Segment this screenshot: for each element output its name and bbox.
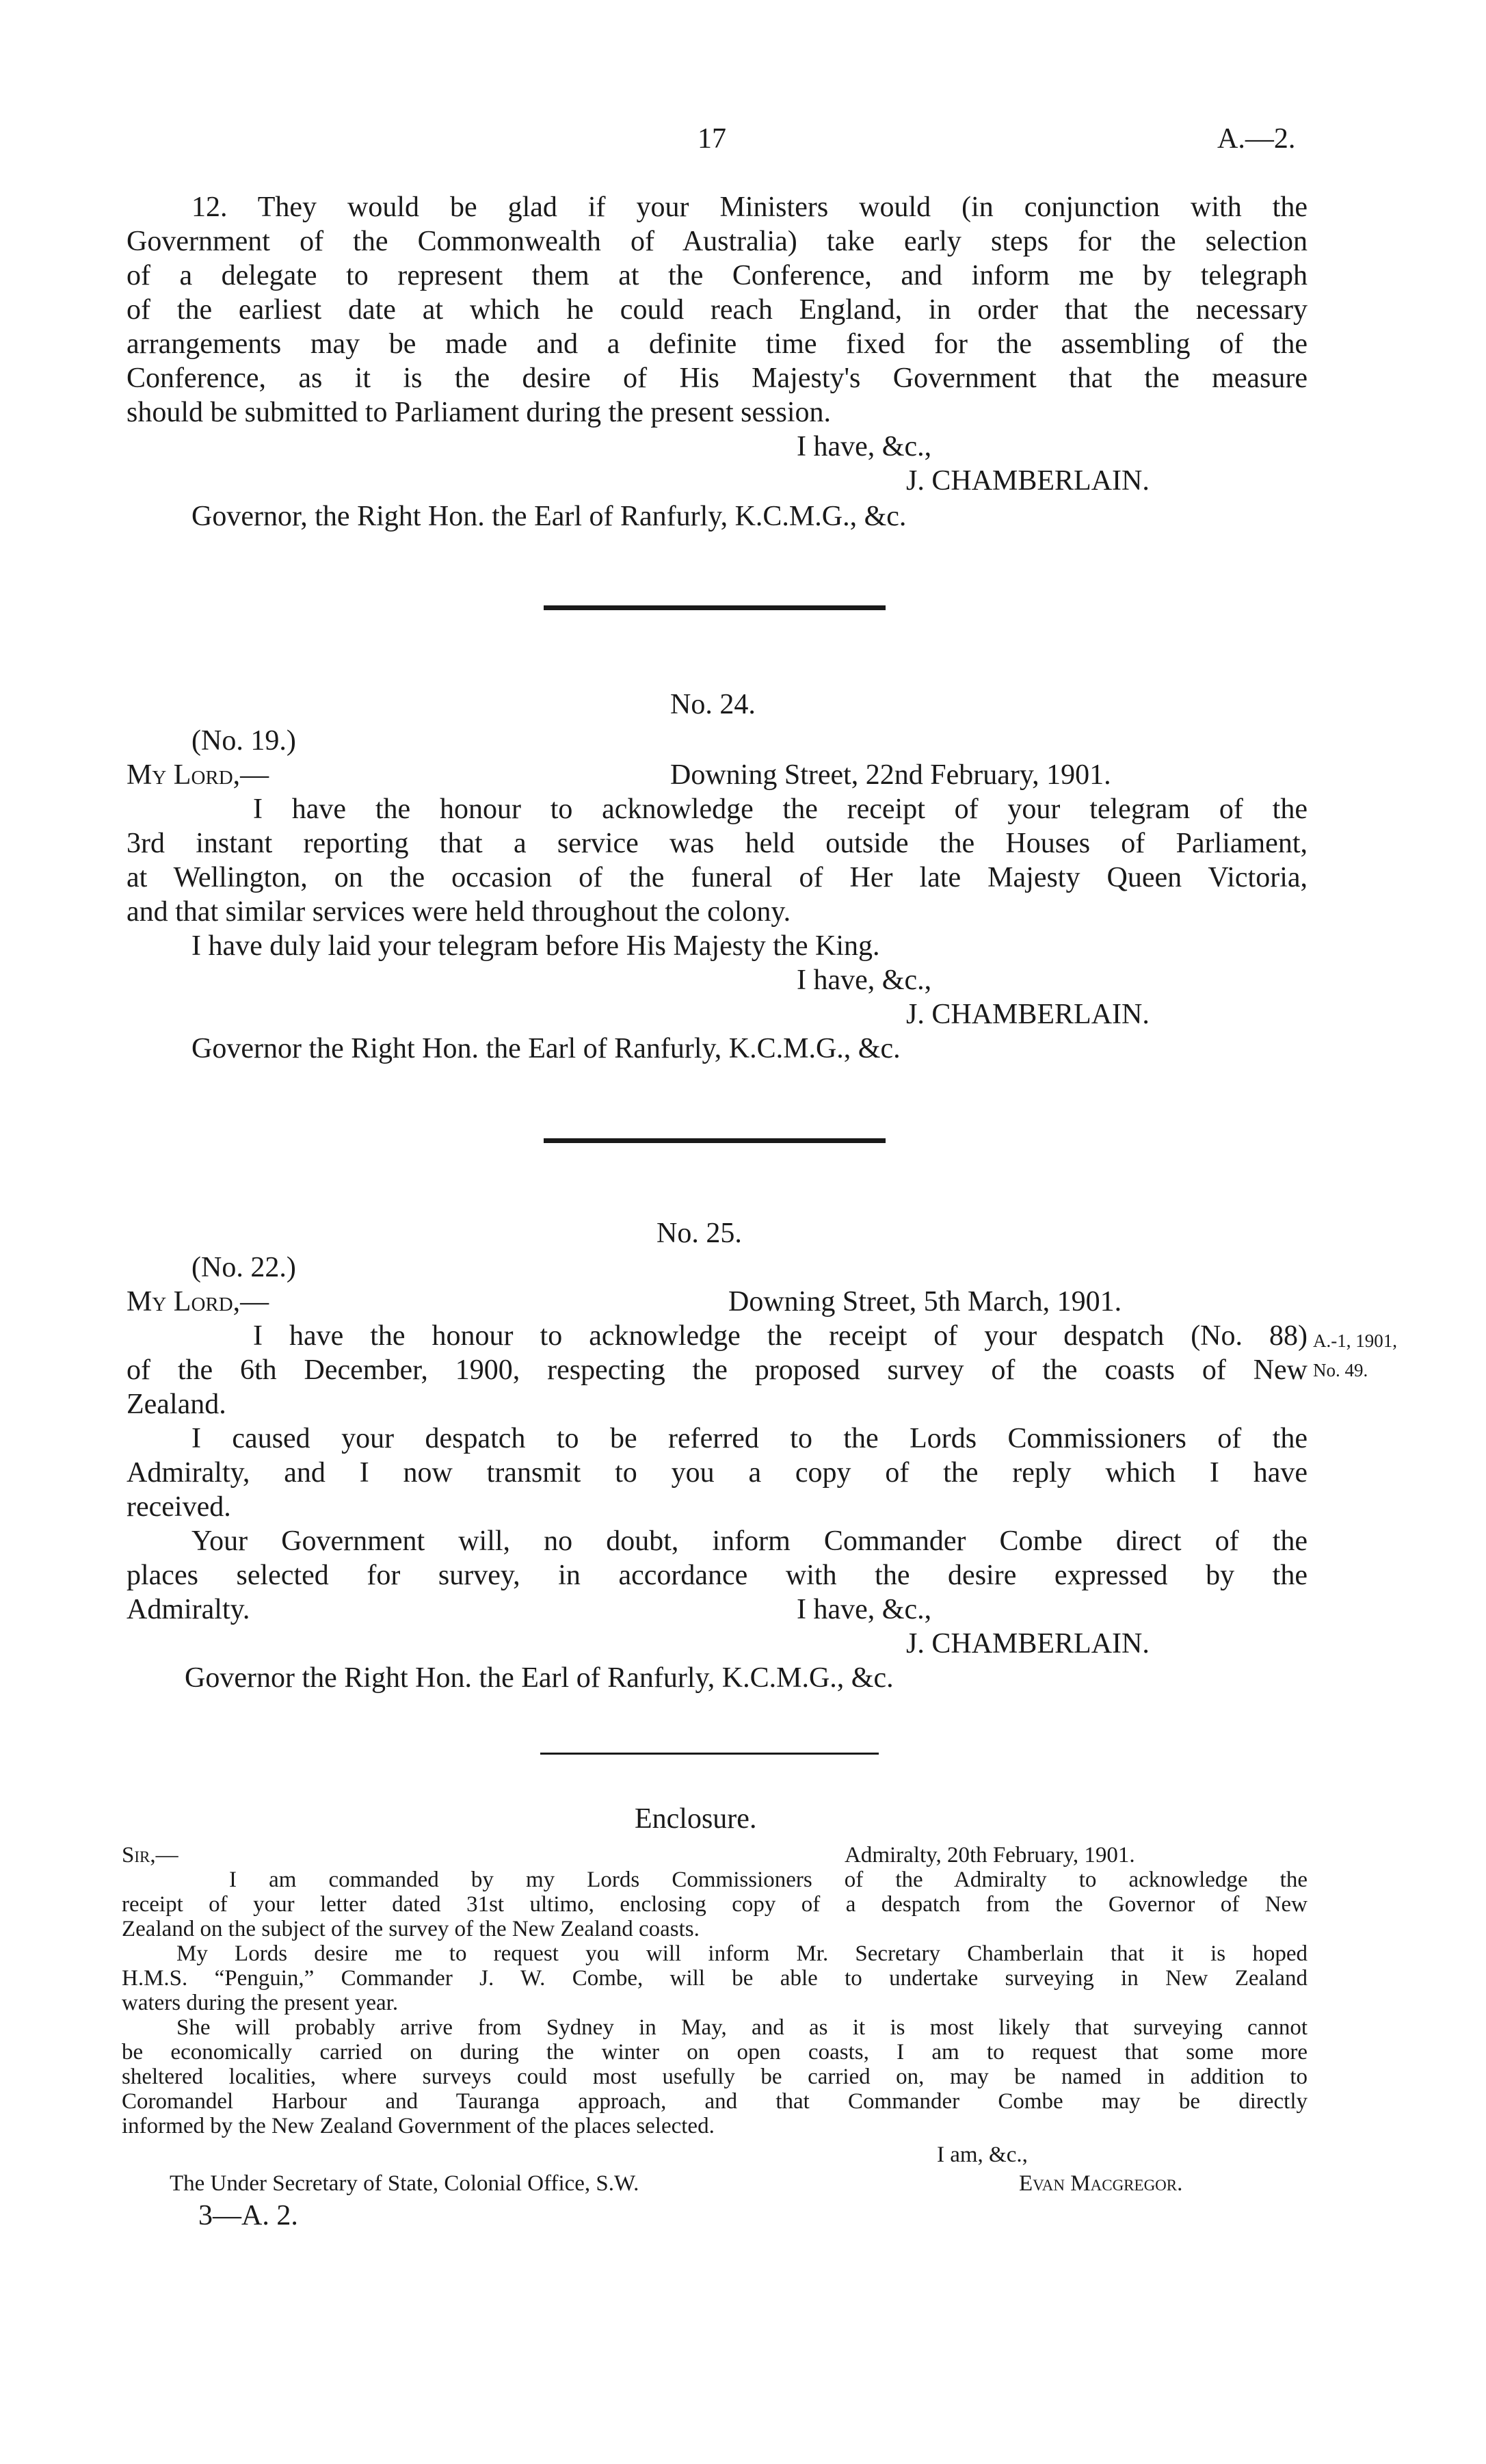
addressee: The Under Secretary of State, Colonial Office, S.W.	[170, 2171, 639, 2196]
closing: I have, &c.,	[797, 1594, 932, 1625]
addressee: Governor the Right Hon. the Earl of Ranfurly, K.C.M.G., &c.	[185, 1662, 894, 1694]
text-line: H.M.S. “Penguin,” Commander J. W. Combe, will be able to undertake surveying in New Zealand	[122, 1966, 1308, 1991]
dateline: Downing Street, 5th March, 1901.	[728, 1286, 1122, 1318]
text-line: 3rd instant reporting that a service was held outside the Houses of Parliament,	[127, 828, 1308, 859]
text-line: She will probably arrive from Sydney in May, and as it is most likely that surveying cannot	[176, 2015, 1308, 2040]
text-line: waters during the present year.	[122, 1991, 399, 2015]
text-line: places selected for survey, in accordance with the desire expressed by the	[127, 1560, 1308, 1591]
section-divider	[544, 1138, 886, 1143]
signature-mark: 3—A. 2.	[198, 2200, 298, 2231]
text-line: My Lords desire me to request you will inform Mr. Secretary Chamberlain that it is hoped	[176, 1941, 1308, 1966]
text-line: Admiralty.	[127, 1594, 250, 1625]
text-line: of the earliest date at which he could reach England, in order that the necessary	[127, 294, 1308, 326]
margin-note: No. 49.	[1313, 1360, 1368, 1380]
text-line: I caused your despatch to be referred to the Lords Commissioners of the	[191, 1423, 1308, 1454]
letter-reference: (No. 19.)	[191, 725, 296, 757]
text-line: I have duly laid your telegram before His Majesty the King.	[191, 930, 880, 962]
page-number: 17	[698, 123, 726, 155]
margin-note: A.-1, 1901,	[1313, 1331, 1397, 1351]
text-line: Zealand.	[127, 1389, 226, 1420]
text-line: at Wellington, on the occasion of the funeral of Her late Majesty Queen Victoria,	[127, 862, 1308, 893]
section-divider	[540, 1753, 879, 1755]
signature: J. CHAMBERLAIN.	[906, 1628, 1150, 1660]
closing: I am, &c.,	[937, 2142, 1028, 2167]
text-line: Government of the Commonwealth of Australia) take early steps for the selection	[127, 226, 1308, 257]
text-line: sheltered localities, where surveys could most usefully be carried on, may be named in addition to	[122, 2065, 1308, 2089]
section-divider	[544, 605, 886, 610]
text-line: Coromandel Harbour and Tauranga approach, and that Commander Combe may be directly	[122, 2089, 1308, 2114]
text-line: of the 6th December, 1900, respecting the proposed survey of the coasts of New	[127, 1354, 1308, 1386]
closing: I have, &c.,	[797, 431, 932, 462]
text-line: 12. They would be glad if your Ministers would (in conjunction with the	[191, 192, 1308, 223]
salutation: My Lord,—	[127, 1286, 269, 1318]
salutation: Sir,—	[122, 1843, 178, 1867]
salutation: My Lord,—	[127, 759, 269, 791]
dateline: Admiralty, 20th February, 1901.	[845, 1843, 1135, 1867]
text-line: I have the honour to acknowledge the receipt of your despatch (No. 88)	[253, 1320, 1308, 1352]
text-line: Your Government will, no doubt, inform Commander Combe direct of the	[191, 1525, 1308, 1557]
text-line: received.	[127, 1491, 231, 1523]
addressee: Governor the Right Hon. the Earl of Ranfurly, K.C.M.G., &c.	[191, 1033, 901, 1064]
signature: J. CHAMBERLAIN.	[906, 465, 1150, 497]
signature: Evan Macgregor.	[1019, 2171, 1183, 2196]
closing: I have, &c.,	[797, 965, 932, 996]
text-line: arrangements may be made and a definite time fixed for the assembling of the	[127, 328, 1308, 360]
text-line: informed by the New Zealand Government of the places selected.	[122, 2114, 715, 2138]
letter-heading: No. 24.	[670, 689, 756, 720]
signature: J. CHAMBERLAIN.	[906, 999, 1150, 1030]
text-line: receipt of your letter dated 31st ultimo, enclosing copy of a despatch from the Governor of New	[122, 1892, 1308, 1917]
text-line: I am commanded by my Lords Commissioners of the Admiralty to acknowledge the	[229, 1867, 1308, 1892]
letter-reference: (No. 22.)	[191, 1252, 296, 1283]
text-line: of a delegate to represent them at the Conference, and inform me by telegraph	[127, 260, 1308, 291]
text-line: be economically carried on during the winter on open coasts, I am to request that some more	[122, 2040, 1308, 2065]
text-line: and that similar services were held throughout the colony.	[127, 896, 791, 928]
text-line: Admiralty, and I now transmit to you a copy of the reply which I have	[127, 1457, 1308, 1489]
enclosure-heading: Enclosure.	[635, 1803, 757, 1835]
dateline: Downing Street, 22nd February, 1901.	[670, 759, 1111, 791]
text-line: I have the honour to acknowledge the receipt of your telegram of the	[253, 794, 1308, 825]
document-code: A.—2.	[1217, 123, 1296, 155]
text-line: Conference, as it is the desire of His Majesty's Government that the measure	[127, 363, 1308, 394]
addressee: Governor, the Right Hon. the Earl of Ranfurly, K.C.M.G., &c.	[191, 501, 907, 532]
letter-heading: No. 25.	[656, 1218, 742, 1249]
text-line: should be submitted to Parliament during the present session.	[127, 397, 832, 428]
text-line: Zealand on the subject of the survey of the New Zealand coasts.	[122, 1917, 700, 1941]
